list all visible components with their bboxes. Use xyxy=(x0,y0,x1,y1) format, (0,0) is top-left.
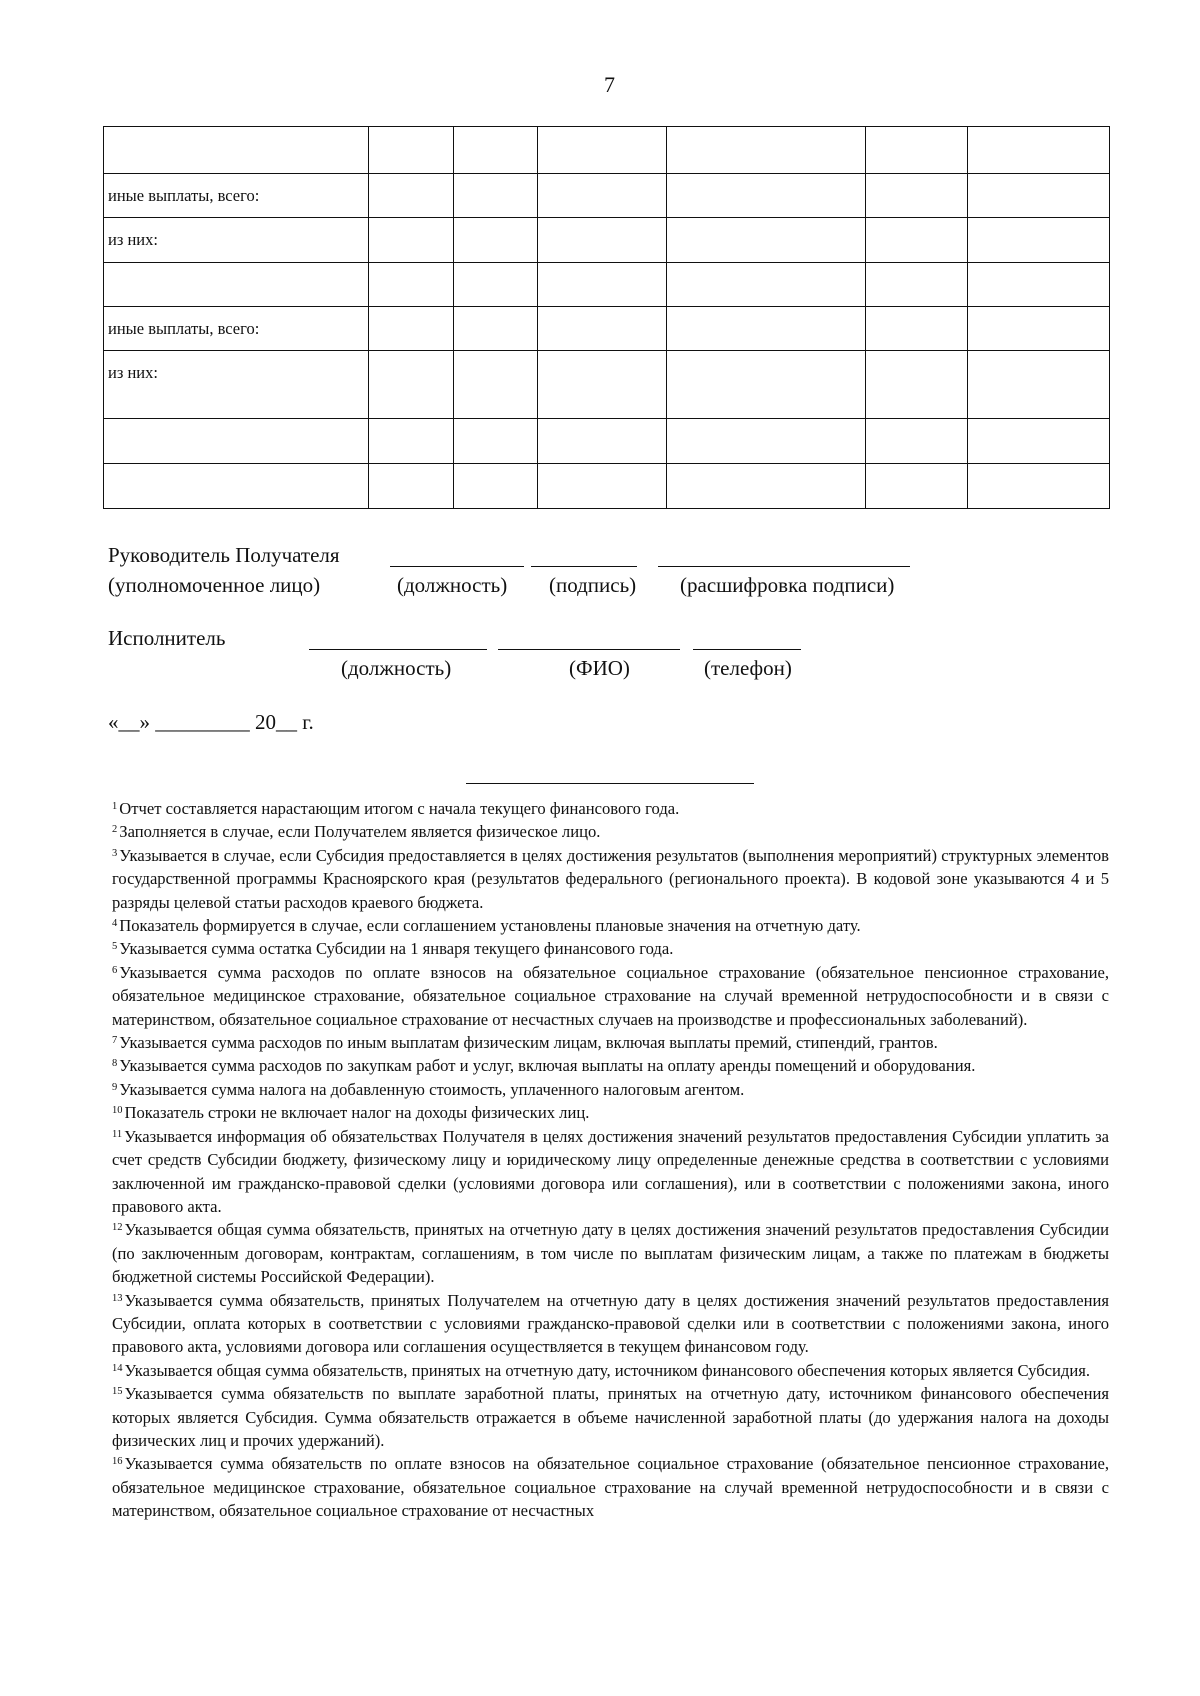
footnote-text: Указывается сумма обязательств по оплате взносов на обязательное социальное страхование (обязательное пенсионное страхование, обязательное медицинское страхование, обязательное социальное страхование на случай временной нетрудоспособности и в связи с материнством, обязательное социальное страхование от несчастных xyxy=(112,1454,1109,1521)
table-cell[interactable] xyxy=(454,419,538,464)
footnote xyxy=(112,820,1109,843)
table-cell[interactable] xyxy=(369,127,454,174)
table-cell[interactable] xyxy=(667,127,866,174)
report-table xyxy=(103,126,1110,509)
footnote-text: Указывается сумма обязательств по выплате заработной платы, принятых на отчетную дату, источником финансового обеспечения которых является Субсидия. Сумма обязательств отражается в объеме начисленной заработной платы (до удержания налога на доходы физических лиц и прочих удержаний). xyxy=(112,1384,1109,1450)
table-cell[interactable] xyxy=(369,174,454,218)
date-line: «__» _________ 20__ г. xyxy=(108,710,314,734)
table-row xyxy=(104,419,1110,464)
table-row xyxy=(104,218,1110,263)
footnote xyxy=(112,1031,1109,1054)
footnote-text: Указывается сумма расходов по закупкам работ и услуг, включая выплаты на оплату аренды помещений и оборудования. xyxy=(119,1056,976,1076)
table-cell[interactable] xyxy=(866,351,968,419)
row-label: из них: xyxy=(104,218,369,263)
table-cell[interactable] xyxy=(667,464,866,509)
footnote-number: 10 xyxy=(112,1105,123,1117)
head-label: Руководитель Получателя xyxy=(108,543,340,567)
table-cell[interactable] xyxy=(968,464,1110,509)
footnote-number: 5 xyxy=(112,941,118,953)
executor-phone-caption: (телефон) xyxy=(704,656,792,680)
table-cell[interactable] xyxy=(866,174,968,218)
table-cell[interactable] xyxy=(667,218,866,263)
table-cell[interactable] xyxy=(369,464,454,509)
table-cell[interactable] xyxy=(369,351,454,419)
table-row xyxy=(104,127,1110,174)
footnote-text: Указывается сумма налога на добавленную стоимость, уплаченного налоговым агентом. xyxy=(119,1079,745,1099)
footnote-text: Отчет составляется нарастающим итогом с начала текущего финансового года. xyxy=(119,799,680,818)
table-cell[interactable] xyxy=(667,351,866,419)
footnote-number: 9 xyxy=(112,1081,118,1093)
head-position-blank[interactable] xyxy=(390,566,524,567)
executor-name-caption: (ФИО) xyxy=(569,656,630,680)
table-cell[interactable] xyxy=(538,174,667,218)
table-row xyxy=(104,307,1110,351)
footnote-number: 7 xyxy=(112,1035,118,1047)
footnote-number: 8 xyxy=(112,1058,118,1070)
footnote xyxy=(112,1452,1109,1522)
table-cell[interactable] xyxy=(538,464,667,509)
footnote xyxy=(112,1382,1109,1452)
footnote xyxy=(112,1054,1109,1077)
table-cell[interactable] xyxy=(454,351,538,419)
footnote xyxy=(112,1289,1109,1359)
footnote-text: Указывается сумма остатка Субсидии на 1 января текущего финансового года. xyxy=(119,939,674,959)
footnote-number: 16 xyxy=(112,1456,123,1468)
table-row xyxy=(104,464,1110,509)
row-label xyxy=(104,419,369,464)
footnote xyxy=(112,961,1109,1031)
table-cell[interactable] xyxy=(538,351,667,419)
table-row xyxy=(104,263,1110,307)
footnote-text: Показатель строки не включает налог на доходы физических лиц. xyxy=(124,1103,590,1123)
head-decoding-caption: (расшифровка подписи) xyxy=(680,573,895,597)
table-cell[interactable] xyxy=(454,127,538,174)
head-sub-label: (уполномоченное лицо) xyxy=(108,573,321,597)
table-cell[interactable] xyxy=(538,307,667,351)
footnote xyxy=(112,1125,1109,1219)
table-row xyxy=(104,174,1110,218)
executor-position-blank[interactable] xyxy=(309,649,487,650)
footnote-text: Указывается общая сумма обязательств, принятых на отчетную дату в целях достижения значений результатов предоставления Субсидии (по заключенным договорам, контрактам, соглашениям, в том числе по выплатам физическим лицам, а также по платежам в бюджеты бюджетной системы Российской Федерации). xyxy=(112,1220,1109,1287)
footnote-number: 13 xyxy=(112,1292,123,1304)
table-cell[interactable] xyxy=(454,263,538,307)
footnote-number: 4 xyxy=(112,918,118,930)
table-cell[interactable] xyxy=(369,419,454,464)
table-cell[interactable] xyxy=(866,464,968,509)
footnote-number: 15 xyxy=(112,1386,123,1398)
footnote-text: Указывается в случае, если Субсидия предоставляется в целях достижения результатов (выполнения мероприятий) структурных элементов государственной программы Красноярского края (результатов федерального (регионального проекта). В кодовой зоне указываются 4 и 5 разряды целевой статьи расходов краевого бюджета. xyxy=(112,845,1109,912)
table-cell[interactable] xyxy=(866,263,968,307)
table-cell[interactable] xyxy=(667,307,866,351)
footnote xyxy=(112,844,1109,914)
table-cell[interactable] xyxy=(968,307,1110,351)
footnotes xyxy=(112,797,1109,1523)
footnote-number: 3 xyxy=(112,847,118,859)
footnote xyxy=(112,937,1109,960)
head-signature-caption: (подпись) xyxy=(549,573,637,597)
table-cell[interactable] xyxy=(866,419,968,464)
head-decoding-blank[interactable] xyxy=(658,566,910,567)
table-cell[interactable] xyxy=(454,174,538,218)
head-signature-blank[interactable] xyxy=(531,566,637,567)
footnote-text: Указывается сумма расходов по иным выплатам физическим лицам, включая выплаты премий, стипендий, грантов. xyxy=(119,1033,938,1053)
row-label: иные выплаты, всего: xyxy=(104,174,369,218)
table-cell[interactable] xyxy=(538,127,667,174)
table-cell[interactable] xyxy=(968,127,1110,174)
executor-name-blank[interactable] xyxy=(498,649,680,650)
table-cell[interactable] xyxy=(454,218,538,263)
row-label: иные выплаты, всего: xyxy=(104,307,369,351)
footnote-number: 1 xyxy=(112,801,118,812)
table-cell[interactable] xyxy=(538,218,667,263)
table-cell[interactable] xyxy=(667,419,866,464)
footnote-separator xyxy=(466,783,754,784)
table-cell[interactable] xyxy=(667,263,866,307)
row-label: из них: xyxy=(104,351,369,419)
table-cell[interactable] xyxy=(369,218,454,263)
footnote xyxy=(112,914,1109,937)
footnote-number: 6 xyxy=(112,964,118,976)
table-cell[interactable] xyxy=(968,419,1110,464)
footnote-text: Показатель формируется в случае, если соглашением установлены плановые значения на отчетную дату. xyxy=(119,916,861,936)
table-cell[interactable] xyxy=(369,307,454,351)
table-cell[interactable] xyxy=(968,174,1110,218)
head-position-caption: (должность) xyxy=(397,573,508,597)
row-label xyxy=(104,263,369,307)
footnote-text: Указывается общая сумма обязательств, принятых на отчетную дату, источником финансового обеспечения которых является Субсидия. xyxy=(124,1360,1091,1380)
footnote-text: Указывается сумма расходов по оплате взносов на обязательное социальное страхование (обязательное пенсионное страхование, обязательное медицинское страхование, обязательное социальное страхование на случай временной нетрудоспособности и в связи с материнством, обязательное социальное страхование от несчастных случаев на производстве и профессиональных заболеваний). xyxy=(112,962,1109,1029)
footnote-number: 2 xyxy=(112,824,118,836)
footnote-text: Указывается сумма обязательств, принятых Получателем на отчетную дату в целях достижения значений результатов предоставления Субсидии, оплата которых в соответствии с условиями гражданско-правовой сделки или в соответствии с положениями закона, иного правового акта, условиями договора или соглашения осуществляется в текущем финансовом году. xyxy=(112,1290,1109,1357)
table-cell[interactable] xyxy=(866,218,968,263)
executor-position-caption: (должность) xyxy=(341,656,452,680)
row-label xyxy=(104,464,369,509)
table-cell[interactable] xyxy=(667,174,866,218)
page-number: 7 xyxy=(604,72,615,97)
footnote-number: 12 xyxy=(112,1222,123,1234)
footnote-text: Указывается информация об обязательствах Получателя в целях достижения значений результатов предоставления Субсидии уплатить за счет средств Субсидии бюджету, физическому лицу и юридическому лицу определенные денежные средства в соответствии с условиями заключенной им гражданско-правовой сделки (условиями договора или соглашения), или в соответствии с положениями закона, иного правового акта. xyxy=(112,1126,1109,1216)
table-cell[interactable] xyxy=(866,307,968,351)
table-cell[interactable] xyxy=(454,464,538,509)
table-cell[interactable] xyxy=(968,218,1110,263)
footnote-number: 14 xyxy=(112,1362,123,1374)
table-cell[interactable] xyxy=(538,419,667,464)
executor-label: Исполнитель xyxy=(108,626,226,650)
footnote-number: 11 xyxy=(112,1128,123,1140)
footnote xyxy=(112,1078,1109,1101)
executor-phone-blank[interactable] xyxy=(693,649,801,650)
table-cell[interactable] xyxy=(454,307,538,351)
footnote xyxy=(112,1359,1109,1382)
footnote-text: Заполняется в случае, если Получателем является физическое лицо. xyxy=(119,822,601,842)
table-cell[interactable] xyxy=(369,263,454,307)
table-cell[interactable] xyxy=(968,351,1110,419)
table-cell[interactable] xyxy=(968,263,1110,307)
table-cell[interactable] xyxy=(866,127,968,174)
footnote xyxy=(112,1101,1109,1124)
footnote xyxy=(112,797,1109,820)
table-cell[interactable] xyxy=(538,263,667,307)
footnote xyxy=(112,1218,1109,1288)
table-row xyxy=(104,351,1110,419)
row-label xyxy=(104,127,369,174)
